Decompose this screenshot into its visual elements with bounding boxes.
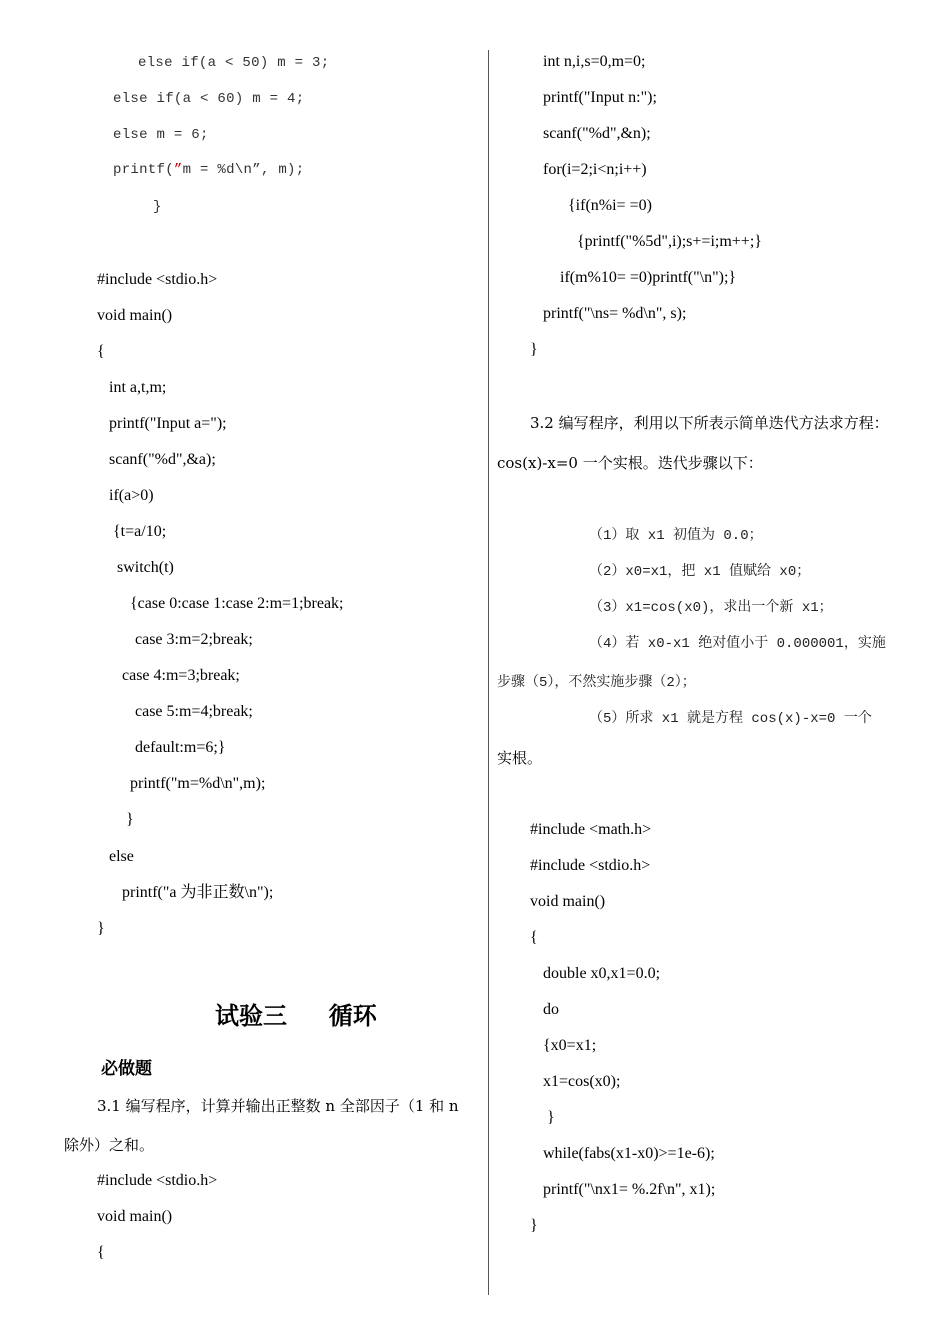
code-line: for(i=2;i<n;i++) xyxy=(543,161,647,178)
iteration-step: （3）x1=cos(x0)，求出一个新 x1； xyxy=(589,600,833,616)
code-line: {printf("%5d",i);s+=i;m++;} xyxy=(577,233,762,250)
code-line: else xyxy=(109,848,134,865)
code-line: int a,t,m; xyxy=(109,379,167,396)
code-line: #include <math.h> xyxy=(530,821,652,838)
code-line: printf("Input n:"); xyxy=(543,89,657,106)
code-line: void main() xyxy=(530,893,606,910)
code-line: default:m=6;} xyxy=(135,739,226,756)
code-fragment: ” xyxy=(252,162,261,178)
code-line: else if(a < 60) m = 4; xyxy=(113,91,305,107)
code-line: void main() xyxy=(97,1208,173,1225)
task-description: cos(x)-x=0 一个实根。迭代步骤以下： xyxy=(497,454,763,472)
code-line: do xyxy=(543,1001,559,1018)
code-fragment: printf( xyxy=(113,162,174,178)
code-line: #include <stdio.h> xyxy=(530,857,651,874)
code-fragment: , m); xyxy=(260,162,305,178)
code-fragment: m = %d\n xyxy=(182,162,253,178)
code-line: printf("\nx1= %.2f\n", x1); xyxy=(543,1181,716,1198)
code-line: } xyxy=(547,1109,555,1126)
code-line: void main() xyxy=(97,307,173,324)
code-line: int n,i,s=0,m=0; xyxy=(543,53,646,70)
code-line: } xyxy=(97,920,105,937)
code-line-printf xyxy=(113,160,304,180)
iteration-step: （4）若 x0-x1 绝对值小于 0.000001，实施 xyxy=(589,636,886,652)
code-line: case 4:m=3;break; xyxy=(122,667,240,684)
code-line: while(fabs(x1-x0)>=1e-6); xyxy=(543,1145,715,1162)
iteration-step: 实根。 xyxy=(497,749,543,767)
task-description: 除外）之和。 xyxy=(64,1136,155,1154)
code-line: } xyxy=(153,199,162,215)
red-quote: ” xyxy=(173,162,183,178)
iteration-step: （2）x0=x1，把 x1 值赋给 x0； xyxy=(589,564,811,580)
task-description: 3.1 编写程序，计算并输出正整数 n 全部因子（1 和 n xyxy=(97,1097,459,1115)
code-line: { xyxy=(97,343,105,360)
code-line: x1=cos(x0); xyxy=(543,1073,621,1090)
code-line: printf("a 为非正数\n"); xyxy=(122,884,274,901)
code-line: #include <stdio.h> xyxy=(97,1172,218,1189)
iteration-step: 步骤（5），不然实施步骤（2）； xyxy=(497,675,696,691)
code-line: switch(t) xyxy=(117,559,174,576)
code-line: printf("\ns= %d\n", s); xyxy=(543,305,687,322)
code-line: } xyxy=(530,341,538,358)
code-line: } xyxy=(126,811,134,828)
code-line: case 3:m=2;break; xyxy=(135,631,253,648)
section-title: 试验三 循环 xyxy=(215,1002,377,1030)
subsection-heading: 必做题 xyxy=(101,1059,152,1079)
code-line: if(a>0) xyxy=(109,487,154,504)
code-line: {if(n%i= =0) xyxy=(568,197,652,214)
code-line: } xyxy=(530,1217,538,1234)
code-line: {x0=x1; xyxy=(543,1037,597,1054)
column-divider xyxy=(488,50,489,1295)
code-line: scanf("%d",&a); xyxy=(109,451,216,468)
code-line: { xyxy=(97,1244,105,1261)
code-line: if(m%10= =0)printf("\n");} xyxy=(560,269,737,286)
iteration-step: （5）所求 x1 就是方程 cos(x)-x=0 一个 xyxy=(589,711,872,727)
code-line: { xyxy=(530,929,538,946)
code-line: {t=a/10; xyxy=(113,523,167,540)
code-line: case 5:m=4;break; xyxy=(135,703,253,720)
code-line: scanf("%d",&n); xyxy=(543,125,651,142)
task-description: 3.2 编写程序，利用以下所表示简单迭代方法求方程： xyxy=(530,414,889,432)
code-line: else m = 6; xyxy=(113,127,209,143)
code-line: printf("m=%d\n",m); xyxy=(130,775,266,792)
code-line: printf("Input a="); xyxy=(109,415,227,432)
code-line: {case 0:case 1:case 2:m=1;break; xyxy=(130,595,344,612)
code-line: #include <stdio.h> xyxy=(97,271,218,288)
code-line: double x0,x1=0.0; xyxy=(543,965,661,982)
code-line: else if(a < 50) m = 3; xyxy=(138,55,330,71)
iteration-step: （1）取 x1 初值为 0.0； xyxy=(589,528,763,544)
